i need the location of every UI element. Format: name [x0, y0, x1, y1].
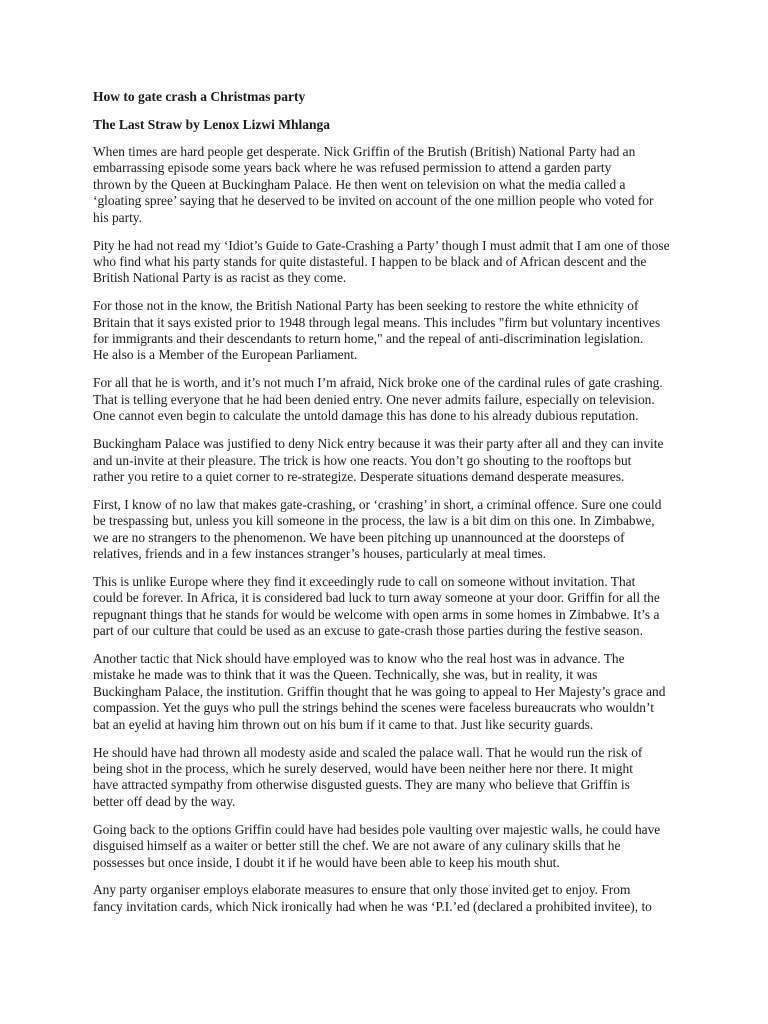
text-line: could be forever. In Africa, it is considered bad luck to turn away someone at your door. Griffin for all the — [93, 590, 660, 606]
text-line: That is telling everyone that he had been denied entry. One never admits failure, especially on television. — [93, 391, 655, 407]
paragraph — [93, 497, 693, 563]
text-line: better off dead by the way. — [93, 793, 236, 809]
document-subtitle: The Last Straw by Lenox Lizwi Mhlanga — [93, 117, 331, 132]
text-line: being shot in the process, which he surely deserved, would have been neither here nor there. It might — [93, 761, 633, 776]
paragraph — [93, 882, 693, 915]
text-line: we are no strangers to the phenomenon. We have been pitching up unannounced at the doorsteps of — [93, 529, 625, 545]
paragraph — [93, 436, 693, 485]
paragraph — [93, 238, 693, 287]
paragraph — [93, 375, 693, 424]
text-line: rather you retire to a quiet corner to re-strategize. Desperate situations demand desperate measures. — [93, 468, 625, 484]
text-line: He also is a Member of the European Parliament. — [93, 347, 358, 363]
text-line: First, I know of no law that makes gate-crashing, or ‘crashing’ in short, a criminal offence. Sure one could — [93, 496, 662, 512]
text-line: repugnant things that he stands for would be welcome with open arms in some homes in Zimbabwe. It’s a — [93, 606, 660, 622]
paragraph — [93, 574, 693, 640]
text-line: have attracted sympathy from otherwise disgusted guests. They are many who believe that Griffin is — [93, 777, 630, 793]
text-line: embarrassing episode some years back where he was refused permission to attend a garden party — [93, 160, 612, 176]
paragraph — [93, 745, 693, 811]
document-title: How to gate crash a Christmas party — [93, 89, 306, 104]
text-line: for immigrants and their descendants to return home," and the repeal of anti-discrimination legislation. — [93, 331, 644, 347]
text-line: disguised himself as a waiter or better still the chef. We are not aware of any culinary skills that he — [93, 838, 621, 854]
text-line: Another tactic that Nick should have employed was to know who the real host was in advance. The — [93, 651, 625, 667]
paragraph — [93, 144, 693, 226]
text-line: Buckingham Palace, the institution. Griffin thought that he was going to appeal to Her Majesty’s grace and — [93, 683, 666, 699]
text-line: Any party organiser employs elaborate measures to ensure that only those invited get to enjoy. From — [93, 882, 631, 898]
text-line: One cannot even begin to calculate the untold damage this has done to his already dubious reputation. — [93, 408, 639, 424]
paragraph — [93, 298, 693, 364]
text-line: Buckingham Palace was justified to deny Nick entry because it was their party after all and they can invite — [93, 436, 664, 452]
text-line: For all that he is worth, and it’s not much I’m afraid, Nick broke one of the cardinal rules of gate crashing. — [93, 375, 663, 391]
text-line: and un-invite at their pleasure. The trick is how one reacts. You don’t go shouting to the rooftops but — [93, 452, 632, 468]
text-line: Going back to the options Griffin could have had besides pole vaulting over majestic walls, he could have — [93, 821, 661, 837]
text-line: Britain that it says existed prior to 1948 through legal means. This includes "firm but voluntary incentives — [93, 314, 661, 330]
document-page — [93, 88, 693, 927]
text-line: ‘gloating spree’ saying that he deserved to be invited on account of the one million people who voted for — [93, 193, 654, 209]
text-line: When times are hard people get desperate. Nick Griffin of the Brutish (British) National Party had an — [93, 144, 636, 159]
text-line: fancy invitation cards, which Nick ironically had when he was ‘P.I.’ed (declared a prohibited invitee), to — [93, 898, 652, 914]
text-line: compassion. Yet the guys who pull the strings behind the scenes were faceless bureaucrats who wouldn’t — [93, 700, 654, 716]
text-line: For those not in the know, the British National Party has been seeking to restore the white ethnicity of — [93, 298, 639, 314]
text-line: He should have had thrown all modesty aside and scaled the palace wall. That he would run the risk of — [93, 744, 643, 760]
text-line: possesses but once inside, I doubt it if he would have been able to keep his mouth shut. — [93, 854, 560, 870]
text-line: be trespassing but, unless you kill someone in the process, the law is a bit dim on this one. In Zimbabwe, — [93, 513, 655, 529]
paragraph — [93, 822, 693, 871]
text-line: mistake he made was to think that it was the Queen. Technically, she was, but in reality, it was — [93, 667, 598, 683]
text-line: bat an eyelid at having him thrown out on his bum if it came to that. Just like security guards. — [93, 716, 594, 732]
text-line: thrown by the Queen at Buckingham Palace. He then went on television on what the media called a — [93, 176, 626, 192]
text-line: his party. — [93, 209, 142, 225]
paragraph — [93, 651, 693, 733]
text-line: This is unlike Europe where they find it exceedingly rude to call on someone without invitation. That — [93, 573, 636, 589]
text-line: part of our culture that could be used as an excuse to gate-crash those parties during the festive season. — [93, 623, 643, 639]
text-line: relatives, friends and in a few instances stranger’s houses, particularly at meal times. — [93, 546, 547, 562]
text-line: British National Party is as racist as they come. — [93, 270, 347, 286]
text-line: who find what his party stands for quite distasteful. I happen to be black and of African descent and the — [93, 253, 647, 269]
text-line: Pity he had not read my ‘Idiot’s Guide to Gate-Crashing a Party’ though I must admit that I am one of those — [93, 237, 670, 253]
